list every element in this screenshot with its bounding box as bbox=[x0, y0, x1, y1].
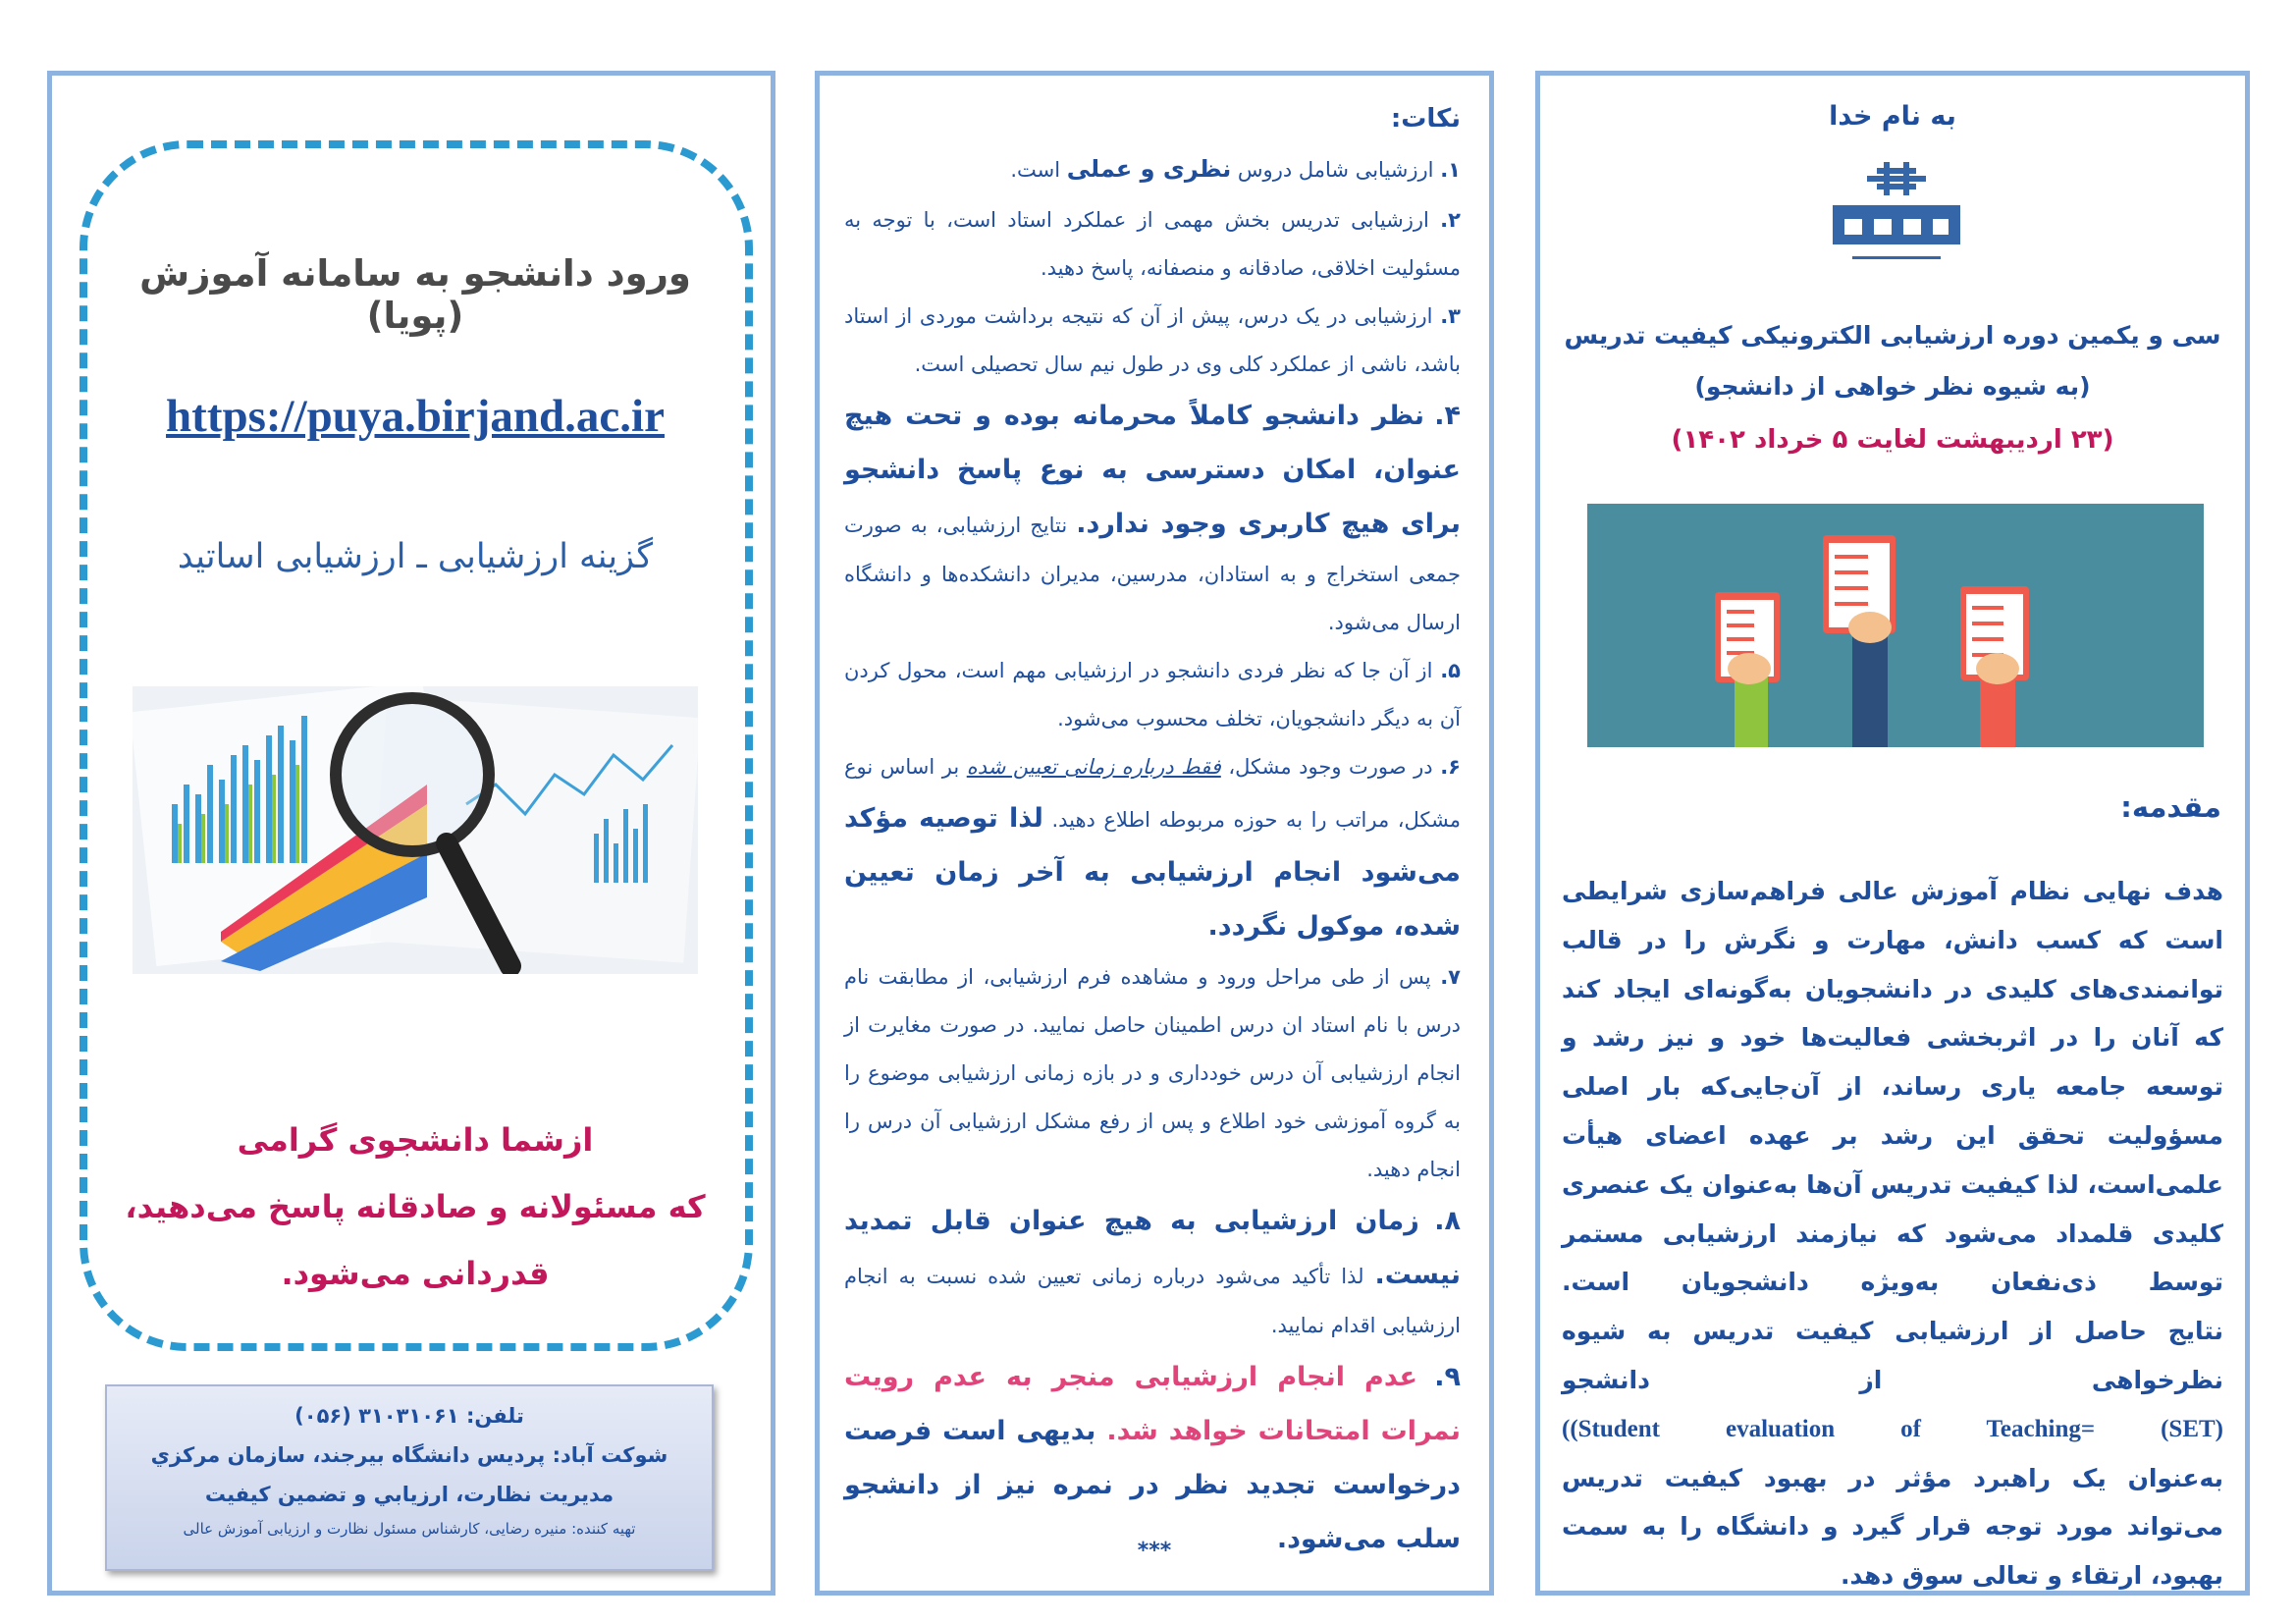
doc-date: (۲۳ اردیبهشت لغایت ۵ خرداد ۱۴۰۲) bbox=[1671, 425, 2114, 455]
note-number: ۹. bbox=[1434, 1362, 1461, 1392]
middle-panel bbox=[815, 71, 1494, 1596]
note-number: ۴. bbox=[1434, 401, 1461, 431]
note-8 bbox=[844, 1194, 1461, 1350]
note-number: ۲. bbox=[1440, 208, 1461, 232]
thanks-line-3: قدردانی می‌شود. bbox=[281, 1255, 550, 1292]
contact-address: شوکت آباد: پردیس دانشگاه بیرجند، سازمان مرکزي bbox=[150, 1443, 668, 1467]
note-text: پس از طی مراحل ورود و مشاهده فرم ارزشیابی، از مطابقت نام درس با نام استاد ان درس اطمینان حاصل نمایید. در صورت مغایرت از انجام ارزشیابی آن درس خودداری و در بازه زمانی ارزشیابی موضوع را به گروه آموزشی خود اطلاع و پس از رفع مشکل ارزشیابی آن درس را انجام دهید. bbox=[844, 965, 1461, 1181]
note-text: لذا تأکید می‌شود درباره زمانی تعیین شده نسبت به انجام ارزشیابی اقدام نمایید. bbox=[844, 1265, 1461, 1337]
evaluation-option-text: گزینه ارزشیابی ـ ارزشیابی اساتید bbox=[177, 537, 654, 576]
thanks-message bbox=[91, 1107, 739, 1307]
contact-department: مدیریت نظارت، ارزیابي و تضمین کیفیت bbox=[204, 1483, 614, 1506]
contact-phone: تلفن: ۳۱۰۳۱۰۶۱ (۰۵۶) bbox=[294, 1404, 524, 1428]
note-3 bbox=[844, 293, 1461, 389]
note-text: از آن جا که نظر فردی دانشجو در ارزشیابی مهم است، محول کردن آن به دیگر دانشجویان، تخلف محسوب می‌شود. bbox=[844, 659, 1461, 731]
note-2 bbox=[844, 196, 1461, 293]
contact-box bbox=[105, 1384, 714, 1571]
note-text: در صورت وجود مشکل، bbox=[1220, 755, 1433, 779]
note-text: نتایج ارزشیابی، به صورت جمعی استخراج و به استادان، مدرسین، مدیران دانشکده‌ها و دانشگاه ارسال می‌شود. bbox=[844, 514, 1461, 634]
note-bold: بدیهی است فرصت درخواست تجدید نظر در نمره نیز از دانشجو سلب می‌شود. bbox=[844, 1416, 1461, 1554]
intro-heading: مقدمه: bbox=[2120, 790, 2221, 824]
prepared-by: تهیه کننده: منیره رضایی، کارشناس مسئول نظارت و ارزیابی آموزش عالی bbox=[183, 1520, 636, 1538]
notes-section bbox=[844, 95, 1461, 1566]
note-number: ۵. bbox=[1440, 659, 1461, 682]
left-panel bbox=[47, 71, 775, 1596]
note-7 bbox=[844, 953, 1461, 1194]
note-6 bbox=[844, 743, 1461, 953]
note-number: ۷. bbox=[1440, 965, 1461, 989]
intro-paragraph-1: هدف نهایی نظام آموزش عالی فراهم‌سازی شرایطی است که کسب دانش، مهارت و نگرش را در قالب توانمندی‌های کلیدی در دانشجویان به‌گونه‌ای ایجاد کند که آنان را در اثربخشی فعالیت‌ها خود و نیز رشد و توسعه جامعه یاری رساند، از آن‌جایی‌که بار اصلی مسؤولیت تحقق این رشد بر عهده اعضای هیأت علمی‌است، لذا کیفیت تدریس آن‌ها به‌عنوان یک عنصری کلیدی قلمداد می‌شود که نیازمند ارزشیابی مستمر توسط ذی‌نفعان به‌ویژه دانشجویان است. bbox=[1562, 877, 2223, 1297]
note-number: ۸. bbox=[1434, 1206, 1461, 1236]
magnifier-charts-image bbox=[133, 686, 698, 974]
intro-english: ((Student evaluation of Teaching= (SET) bbox=[1562, 1415, 2223, 1442]
puya-link[interactable]: https://puya.birjand.ac.ir bbox=[166, 391, 665, 442]
note-text: بر اساس نوع مشکل، مراتب را به حوزه مربوطه اطلاع دهید. bbox=[844, 755, 1461, 832]
note-9 bbox=[844, 1350, 1461, 1566]
note-underline: فقط درباره زمانی تعیین شده bbox=[966, 755, 1221, 779]
doc-title: سی و یکمین دوره ارزشیابی الکترونیکی کیفیت تدریس bbox=[1564, 321, 2221, 350]
note-bold: لذا توصیه مؤکد می‌شود انجام ارزشیابی به آخر زمان تعیین شده، موکول نگردد. bbox=[844, 803, 1461, 942]
thanks-line-2: که مسئولانه و صادقانه پاسخ می‌دهید، bbox=[125, 1188, 706, 1225]
note-number: ۶. bbox=[1440, 755, 1461, 779]
note-number: ۱. bbox=[1440, 158, 1461, 182]
note-text: ارزشیابی تدریس بخش مهمی از عملکرد استاد است، با توجه به مسئولیت اخلاقی، صادقانه و منصفانه، پاسخ دهید. bbox=[844, 208, 1461, 280]
thanks-line-1: ازشما دانشجوی گرامی bbox=[237, 1121, 594, 1159]
right-panel bbox=[1535, 71, 2250, 1596]
intro-paragraph-3: به‌عنوان یک راهبرد مؤثر در بهبود کیفیت تدریس می‌تواند مورد توجه قرار گیرد و دانشگاه را به سمت بهبود، ارتقاء و تعالی سوق دهد. bbox=[1562, 1463, 2223, 1591]
note-text: است. bbox=[1010, 158, 1067, 182]
note-pink: عدم انجام ارزشیابی منجر به عدم رویت نمرات امتحانات خواهد شد. bbox=[844, 1362, 1462, 1446]
bismillah: به نام خدا bbox=[1829, 101, 1956, 132]
intro-paragraph-2: نتایج حاصل از ارزشیابی کیفیت تدریس به شیوه نظرخواهی از دانشجو bbox=[1562, 1317, 2223, 1394]
intro-text bbox=[1562, 867, 2223, 1600]
note-number: ۳. bbox=[1440, 304, 1461, 328]
footer-stars: *** bbox=[1137, 1539, 1172, 1563]
note-bold: زمان ارزشیابی به هیچ عنوان قابل تمدید نیست. bbox=[844, 1206, 1461, 1290]
notes-heading: نکات: bbox=[1390, 104, 1461, 134]
note-bold: نظر دانشجو کاملاً محرمانه بوده و تحت هیچ عنوان، امکان دسترسی به نوع پاسخ دانشجو برای هیچ کاربری وجود ندارد. bbox=[844, 401, 1461, 539]
note-5 bbox=[844, 647, 1461, 743]
evaluation-hands-image bbox=[1587, 504, 2204, 747]
login-title: ورود دانشجو به سامانه آموزش (پویا) bbox=[139, 252, 691, 337]
note-4 bbox=[844, 389, 1461, 647]
note-text: ارزشیابی شامل دروس bbox=[1231, 158, 1434, 182]
doc-subtitle: (به شیوه نظر خواهی از دانشجو) bbox=[1694, 372, 2091, 401]
note-1 bbox=[844, 142, 1461, 196]
note-text: ارزشیابی در یک درس، پیش از آن که نتیجه برداشت موردی از استاد باشد، ناشی از عملکرد کلی وی در طول نیم سال تحصیلی است. bbox=[844, 304, 1461, 376]
university-logo-icon bbox=[1823, 162, 1970, 278]
note-bold: نظری و عملی bbox=[1066, 155, 1232, 183]
